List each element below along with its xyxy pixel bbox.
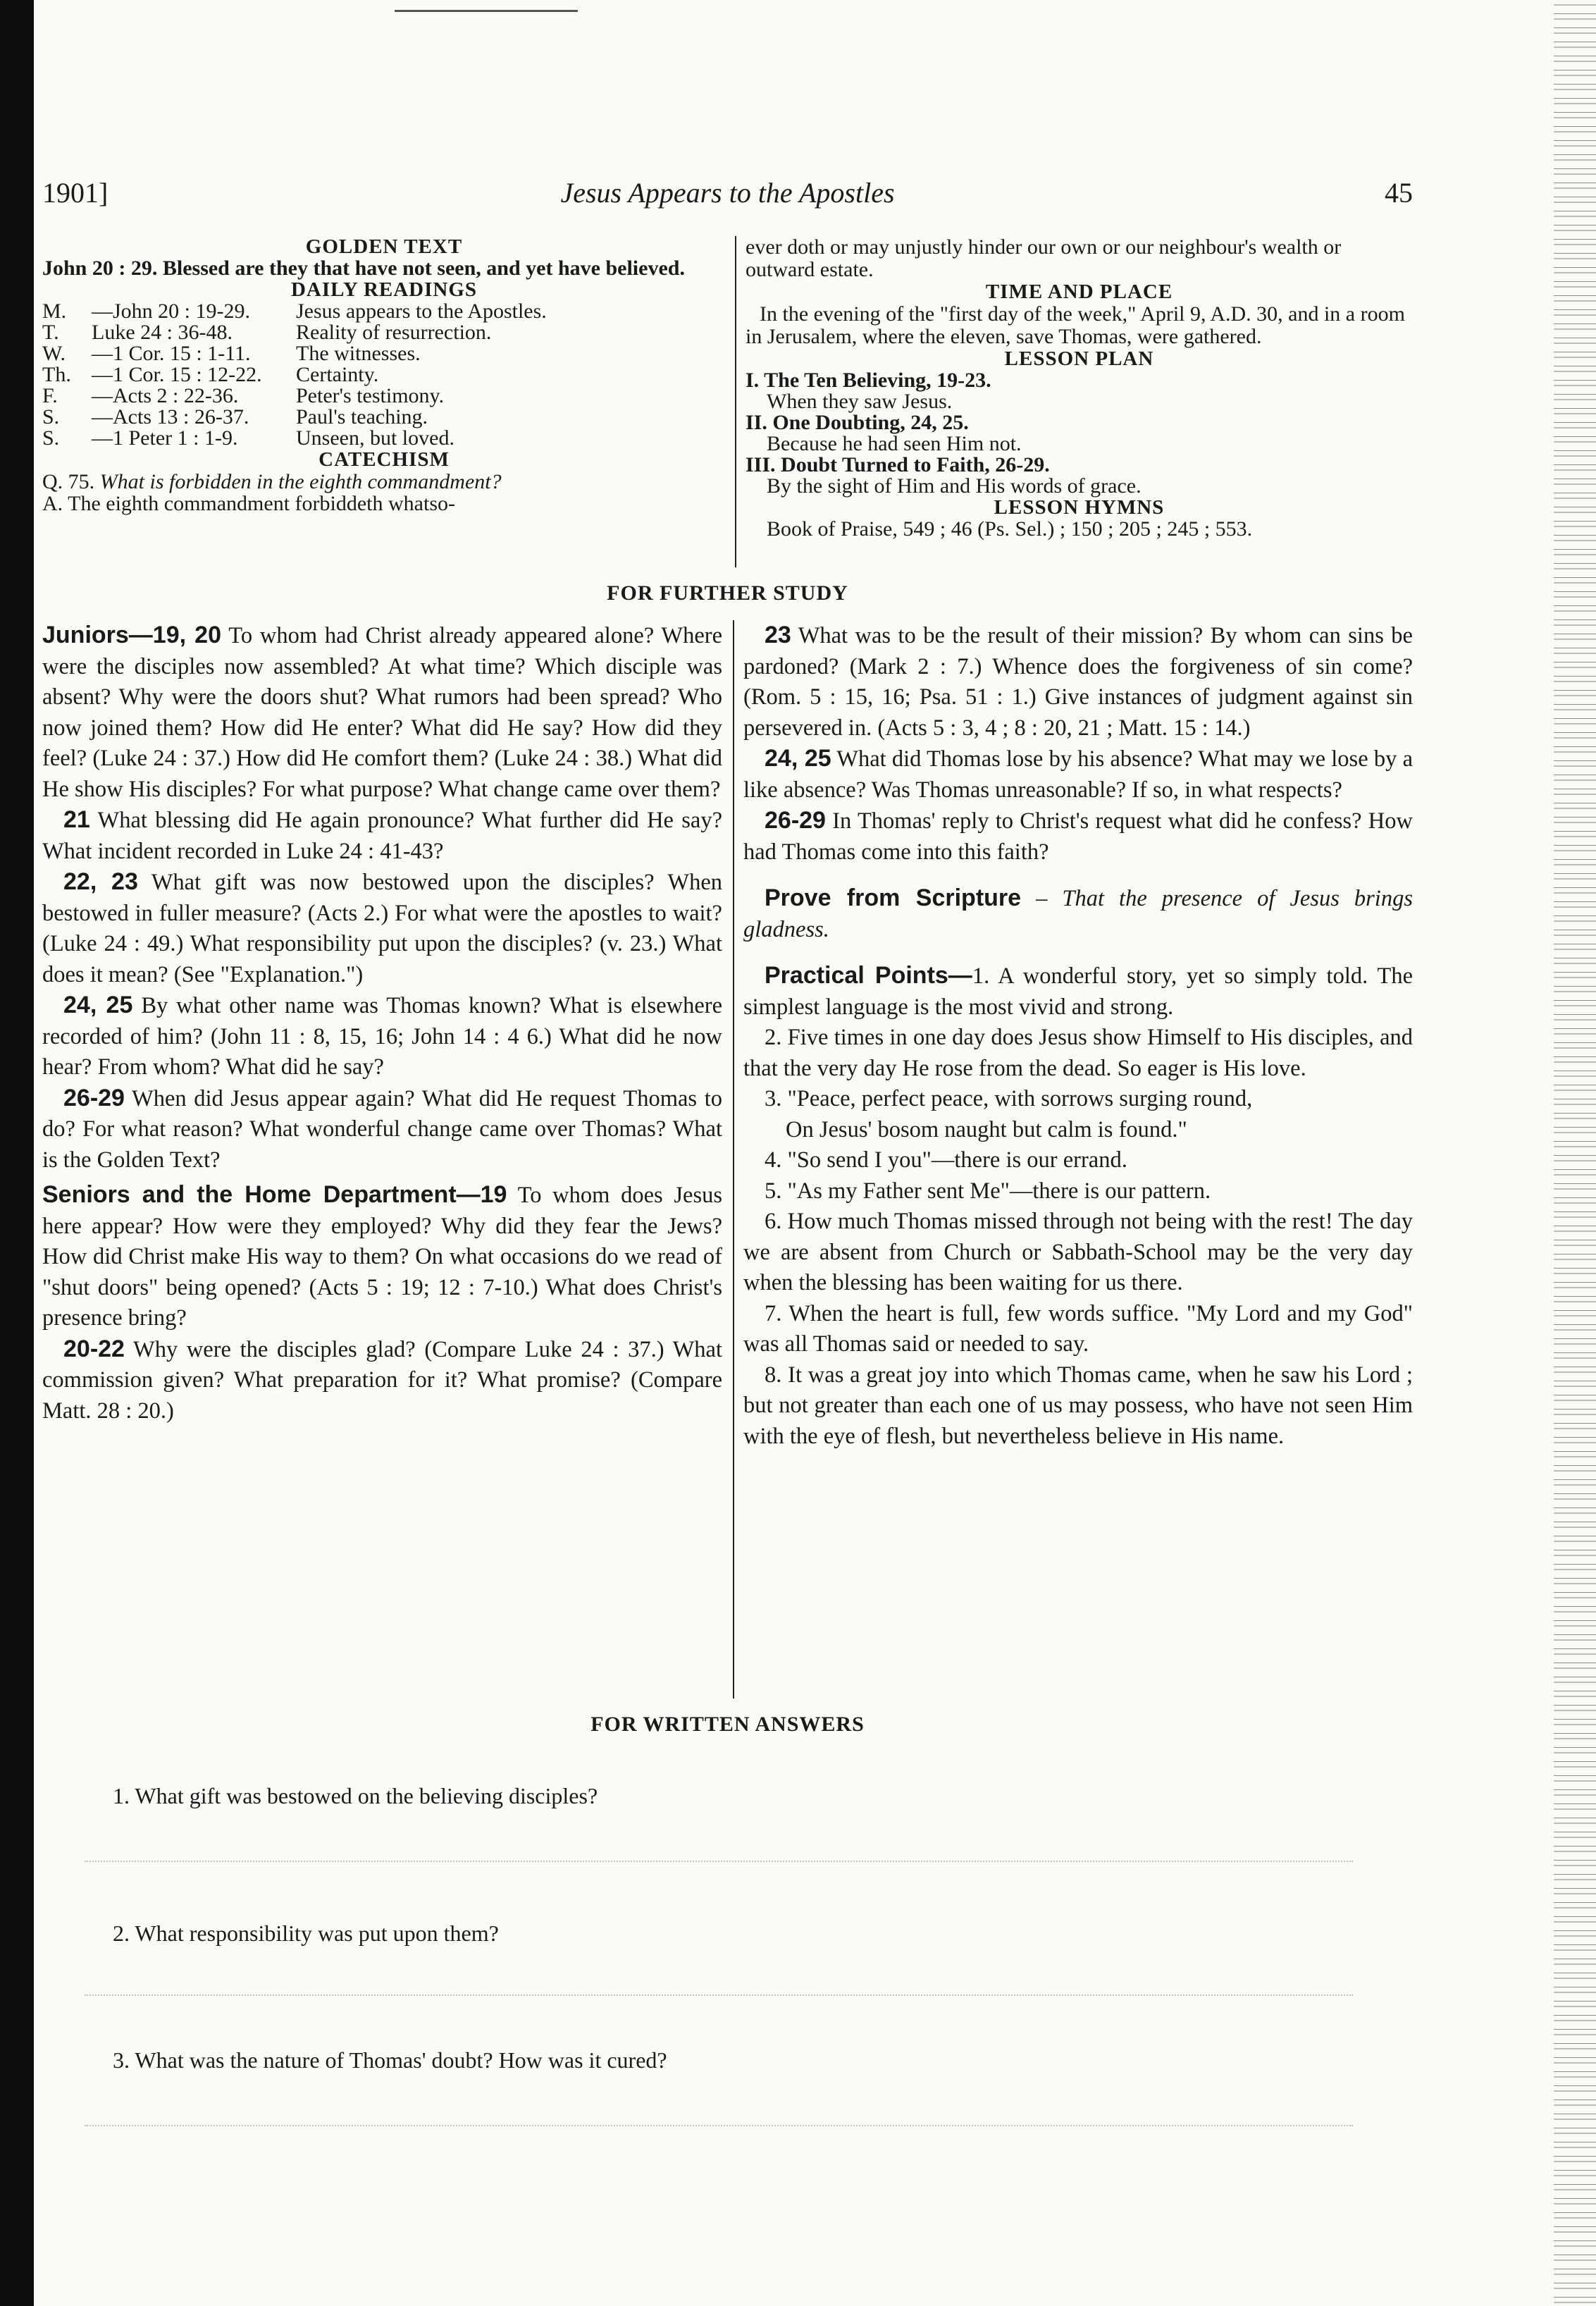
running-head: [42, 176, 1413, 218]
catechism-question-label: Q. 75.: [42, 470, 95, 493]
practical-point-1: Practical Points—1. A wonderful story, yet so simply told. The simplest language is the most vivid and strong.: [743, 962, 1413, 1020]
reading-row: M. —John 20 : 19-29. Jesus appears to the Apostles.: [42, 300, 547, 323]
right-column-top: [746, 236, 1413, 540]
written-question-2: 2. What responsibility was put upon them?: [113, 1920, 499, 1946]
page-number: 45: [1385, 177, 1413, 209]
catechism-answer-continued: ever doth or may unjustly hinder our own or our neighbour's wealth or outward estate.: [746, 235, 1342, 281]
time-place-heading: TIME AND PLACE: [985, 280, 1173, 303]
reading-row: W. —1 Cor. 15 : 1-11. The witnesses.: [42, 342, 421, 365]
lesson-plan-item-sub: Because he had seen Him not.: [767, 432, 1022, 455]
page-title: Jesus Appears to the Apostles: [560, 177, 895, 209]
further-study-heading: FOR FURTHER STUDY: [607, 581, 848, 605]
juniors-22-23: 22, 23 What gift was now bestowed upon the disciples? When bestowed in fuller measure? (Acts 2.) For what were the apostles to wait? (Luke 24 : 49.) What responsibility put upon the disciples? (v. 23.) What does it mean? (See "Explanation."): [42, 868, 722, 987]
juniors-26-29: 26-29 When did Jesus appear again? What did He request Thomas to do? For what reason? What wonderful change came over Thomas? What is the Golden Text?: [42, 1084, 722, 1173]
lesson-plan-item-title: I. The Ten Believing, 19-23.: [746, 369, 991, 392]
page-binding-edge: [0, 0, 34, 2306]
written-question-3: 3. What was the nature of Thomas' doubt? How was it cured?: [113, 2047, 667, 2073]
catechism-answer-start: A. The eighth commandment forbiddeth whatso-: [42, 492, 455, 515]
column-divider: [733, 620, 734, 1698]
page-scan-edge: [1554, 0, 1596, 2306]
prove-from-scripture: Prove from Scripture – That the presence of Jesus brings gladness.: [743, 884, 1413, 942]
left-column-top: [42, 236, 726, 515]
practical-point-8: 8. It was a great joy into which Thomas came, when he saw his Lord ; but not greater than each one of us may possess, who have not seen Him with the eye of flesh, but nevertheless believe in His name.: [743, 1362, 1413, 1449]
golden-text-heading: GOLDEN TEXT: [305, 235, 463, 258]
further-study-left-column: [42, 620, 722, 1426]
juniors-24-25: 24, 25 By what other name was Thomas known? What is elsewhere recorded of him? (John 11 : 8, 15, 16; John 14 : 4 6.) What did he now hear? From whom? What did he say?: [42, 992, 723, 1080]
seniors-20-22: 20-22 Why were the disciples glad? (Compare Luke 24 : 37.) What commission given? What preparation for it? What promise? (Compare Matt. 28 : 20.): [42, 1335, 722, 1424]
catechism-question-text: What is forbidden in the eighth commandment?: [99, 470, 502, 493]
seniors-24-25: 24, 25 What did Thomas lose by his absence? What may we lose by a like absence? Was Thomas unreasonable? If so, in what respects?: [743, 745, 1413, 803]
answer-line: [85, 1861, 1353, 1862]
daily-readings-list: [42, 301, 726, 449]
catechism-heading: CATECHISM: [318, 448, 450, 471]
further-study-right-column: [743, 620, 1413, 1452]
lesson-plan-heading: LESSON PLAN: [1004, 347, 1154, 370]
reading-row: T. Luke 24 : 36-48. Reality of resurrection.: [42, 321, 492, 344]
practical-point-4: 4. "So send I you"—there is our errand.: [765, 1147, 1127, 1173]
practical-point-5: 5. "As my Father sent Me"—there is our pattern.: [765, 1178, 1211, 1204]
juniors-19-20: Juniors—19, 20 To whom had Christ already appeared alone? Where were the disciples now assembled? At what time? Which disciple was absent? Why were the doors shut? What rumors had been spread? Who now joined them? How did He enter? What did He say? How did they feel? (Luke 24 : 37.) How did He comfort them? (Luke 24 : 38.) What did He show His disciples? For what purpose? What change came over them?: [42, 622, 722, 802]
top-rule: [395, 10, 578, 12]
seniors-19: Seniors and the Home Department—19 To whom does Jesus here appear? How were they employed? Why did they fear the Jews? How did Christ make His way to them? On what occasions do we read of "shut doors" being opened? (Acts 5 : 19; 12 : 7-10.) What does Christ's presence bring?: [42, 1181, 722, 1331]
answer-line: [85, 1994, 1353, 1996]
lesson-plan-item-title: III. Doubt Turned to Faith, 26-29.: [746, 453, 1050, 476]
written-answers-heading: FOR WRITTEN ANSWERS: [590, 1713, 865, 1736]
answer-line: [85, 2125, 1353, 2126]
column-divider: [735, 236, 736, 567]
reading-row: F. —Acts 2 : 22-36. Peter's testimony.: [42, 384, 445, 407]
reading-row: Th. —1 Cor. 15 : 12-22. Certainty.: [42, 363, 379, 386]
reading-row: S. —Acts 13 : 26-37. Paul's teaching.: [42, 405, 428, 428]
reading-row: S. —1 Peter 1 : 1-9. Unseen, but loved.: [42, 426, 454, 450]
written-question-1: 1. What gift was bestowed on the believing disciples?: [113, 1783, 598, 1808]
catechism-question: [42, 471, 726, 493]
lesson-header-section: [42, 236, 1413, 567]
lesson-hymns-heading: LESSON HYMNS: [994, 496, 1165, 519]
practical-point-2: 2. Five times in one day does Jesus show Himself to His disciples, and that the very day He rose from the dead. So eager is His love.: [743, 1025, 1413, 1081]
lesson-plan-item-title: II. One Doubting, 24, 25.: [746, 411, 969, 434]
practical-point-7: 7. When the heart is full, few words suffice. "My Lord and my God" was all Thomas said or needed to say.: [743, 1300, 1413, 1357]
seniors-26-29: 26-29 In Thomas' reply to Christ's request what did he confess? How had Thomas come into this faith?: [743, 807, 1413, 865]
golden-text: John 20 : 29. Blessed are they that have not seen, and yet have believed.: [42, 257, 685, 280]
daily-readings-heading: DAILY READINGS: [290, 278, 478, 301]
lesson-plan-item-sub: When they saw Jesus.: [767, 390, 953, 413]
practical-point-3-verse: On Jesus' bosom naught but calm is found.": [786, 1116, 1187, 1142]
juniors-21: 21 What blessing did He again pronounce? What further did He say? What incident recorded in Luke 24 : 41-43?: [42, 806, 723, 864]
lesson-hymns-text: Book of Praise, 549 ; 46 (Ps. Sel.) ; 150 ; 205 ; 245 ; 553.: [767, 517, 1253, 541]
time-place-text: In the evening of the "first day of the week," April 9, A.D. 30, and in a room in Jerusalem, where the eleven, save Thomas, were gathered.: [746, 302, 1405, 348]
year-label: 1901]: [42, 177, 109, 209]
lesson-plan-item-sub: By the sight of Him and His words of grace.: [767, 474, 1142, 498]
practical-point-3: 3. "Peace, perfect peace, with sorrows surging round,: [765, 1086, 1253, 1111]
practical-point-6: 6. How much Thomas missed through not being with the rest! The day we are absent from Church or Sabbath-School may be the very day when the blessing has been waiting for us there.: [743, 1209, 1413, 1295]
seniors-23: 23 What was to be the result of their mission? By whom can sins be pardoned? (Mark 2 : 7.) Whence does the forgiveness of sin come? (Rom. 5 : 15, 16; Psa. 51 : 1.) Give instances of judgment against sin persevered in. (Acts 5 : 3, 4 ; 8 : 20, 21 ; Matt. 15 : 14.): [743, 622, 1413, 741]
